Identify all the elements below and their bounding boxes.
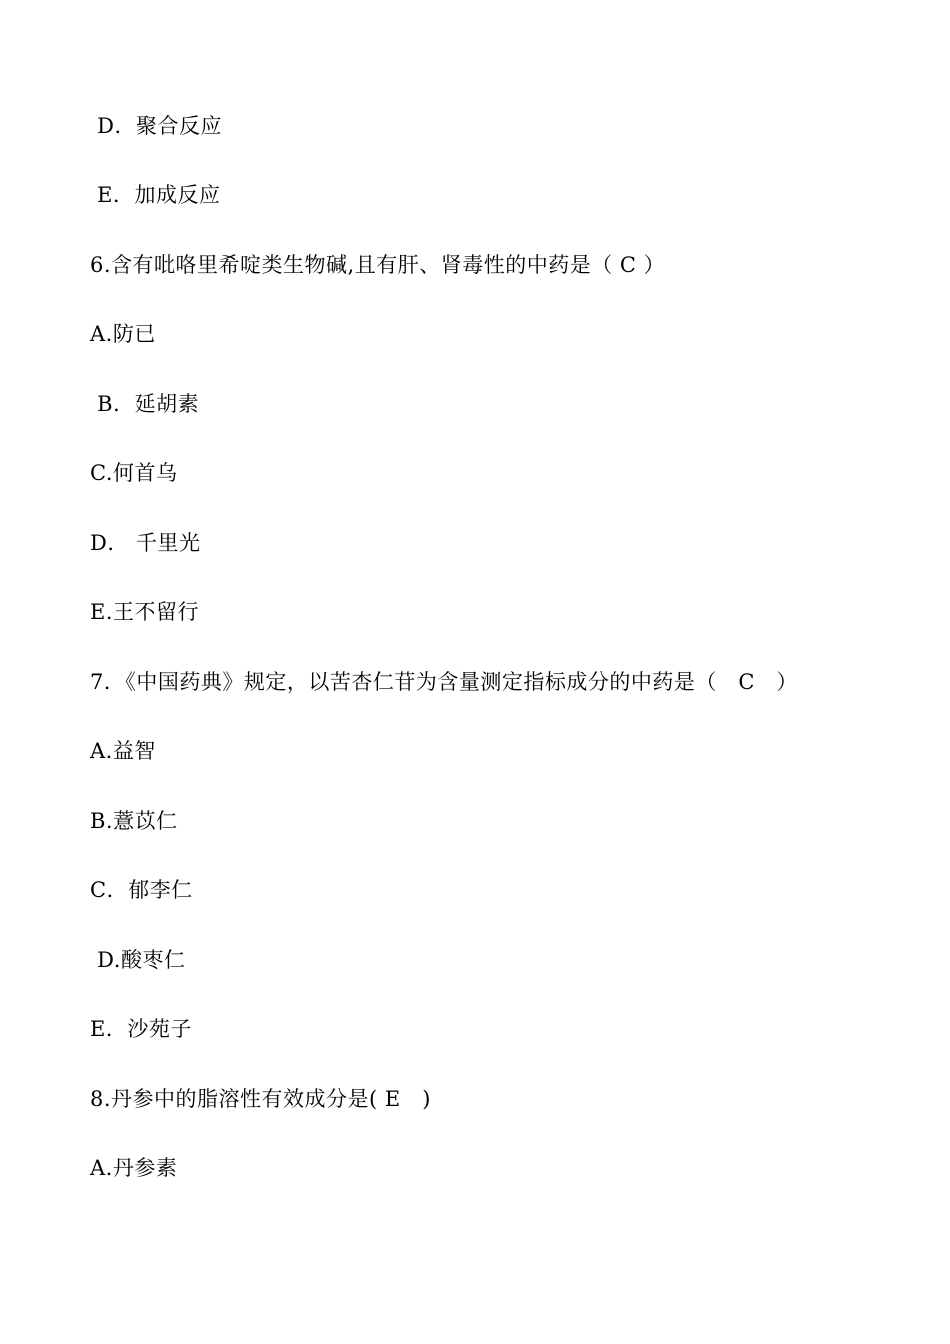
option-c-q6: C.何首乌	[90, 461, 178, 485]
option-e-q5: E．加成反应	[90, 183, 221, 207]
option-e-q6: E.王不留行	[90, 600, 200, 624]
option-c-q7: C．郁李仁	[90, 878, 193, 902]
option-e-q7: E．沙苑子	[90, 1017, 192, 1041]
option-a-q6: A.防已	[90, 322, 156, 346]
option-a-q8: A.丹参素	[90, 1156, 178, 1180]
question-8: 8.丹参中的脂溶性有效成分是( E )	[90, 1087, 431, 1111]
question-7: 7．《中国药典》规定，以苦杏仁苷为含量测定指标成分的中药是（ C ）	[90, 670, 798, 694]
option-d-q7: D.酸枣仁	[90, 948, 186, 972]
option-a-q7: A.益智	[90, 739, 156, 763]
option-b-q7: B.薏苡仁	[90, 809, 178, 833]
option-b-q6: B．延胡素	[90, 392, 200, 416]
option-d-q5: D．聚合反应	[90, 114, 223, 138]
option-d-q6: D． 千里光	[90, 531, 201, 555]
question-6: 6.含有吡咯里希啶类生物碱,且有肝、肾毒性的中药是（ C ）	[90, 253, 666, 277]
